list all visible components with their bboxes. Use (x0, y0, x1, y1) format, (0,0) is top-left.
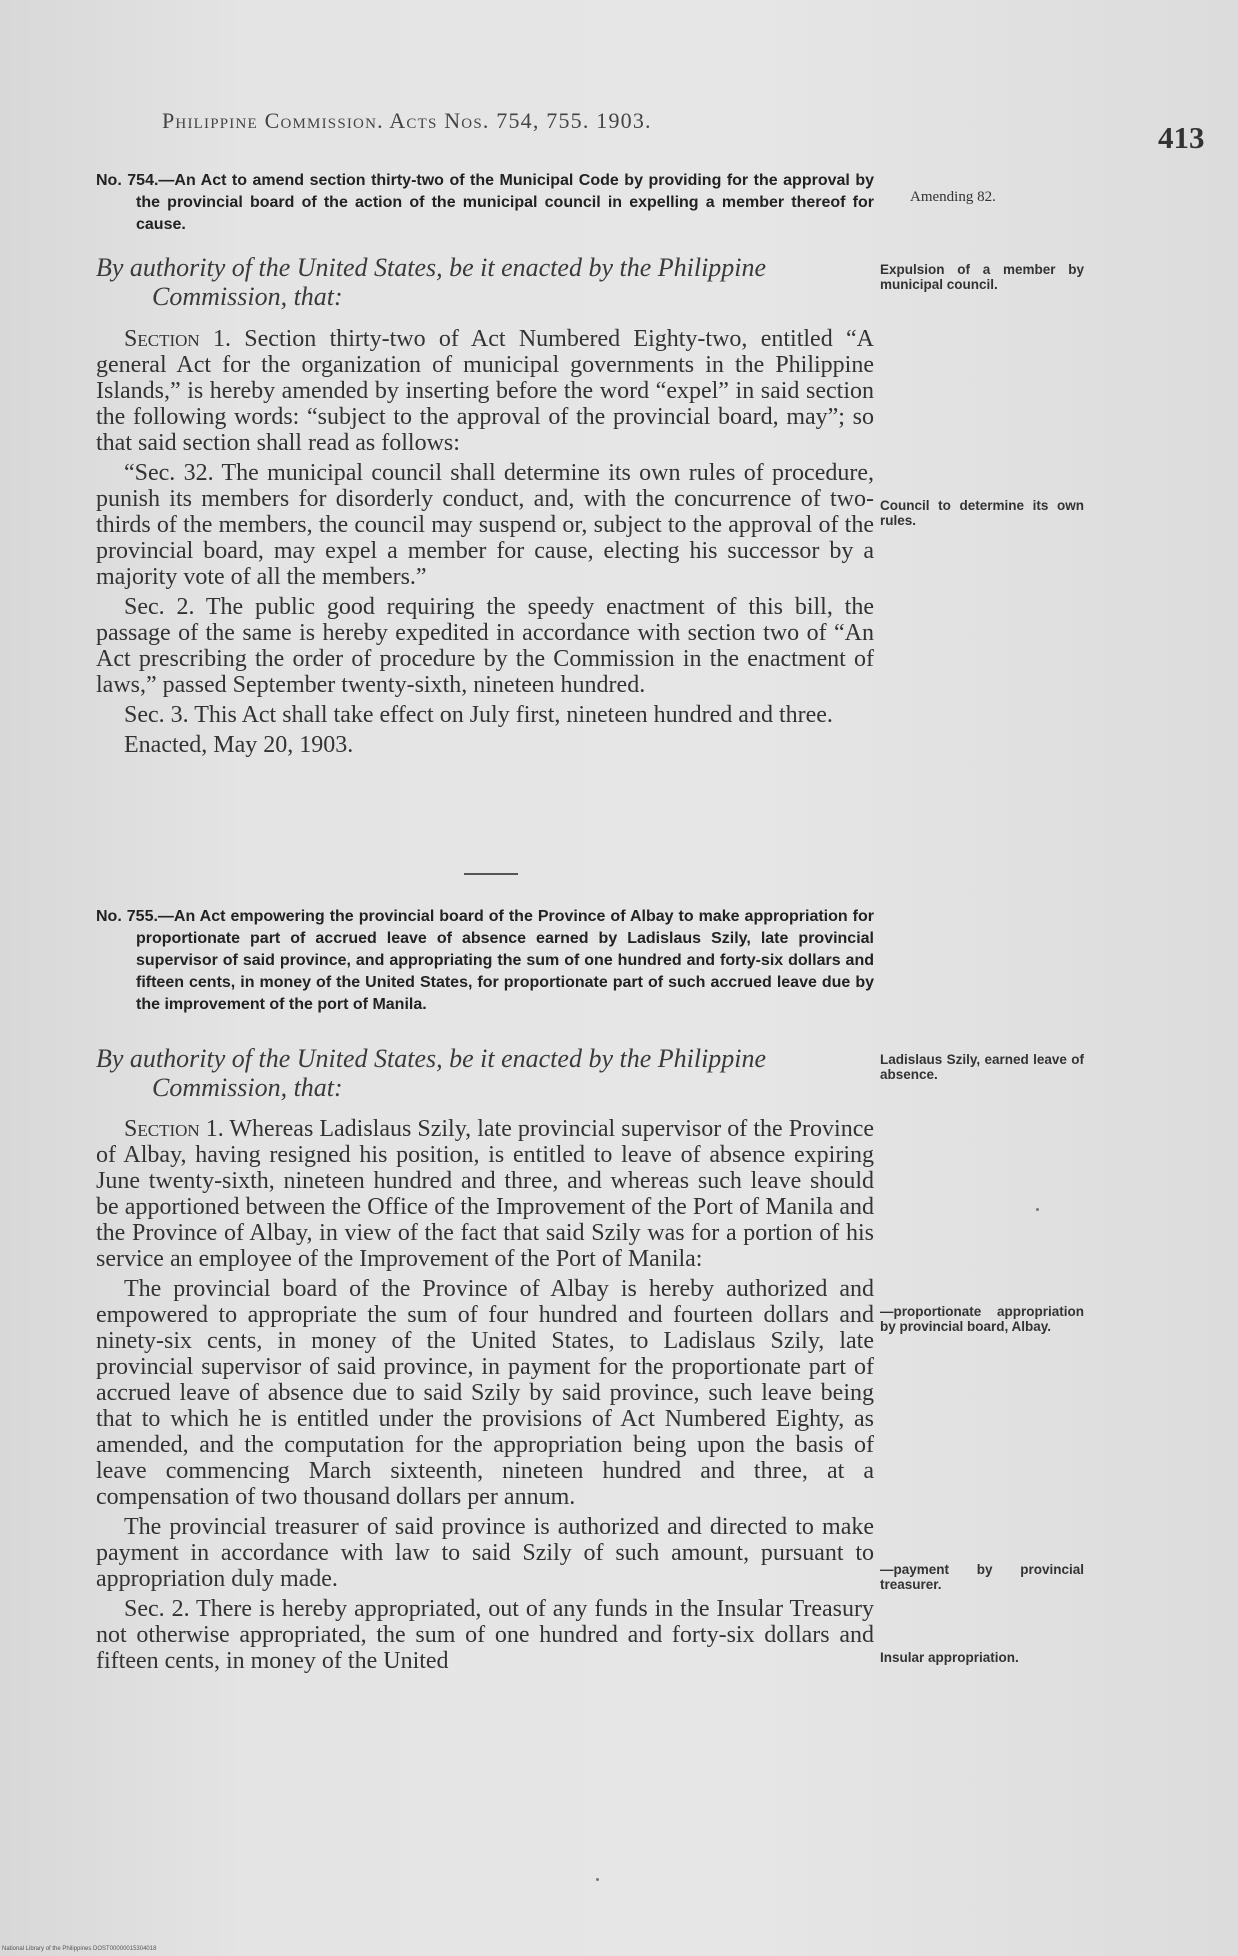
act-755-number: No. 755. (96, 908, 158, 925)
act-755-enacting-line2: Commission, that: (152, 1073, 343, 1102)
act-755-title-text: —An Act empowering the provincial board of the Province of Albay to make appropriation for proportionate part of accrued leave of absence earned by Ladislaus Szily, late provincial supervisor of said province, and appropriating the sum of one hundred and forty-six dollars and fifteen cents, in money of the United States, for proportionate part of such accrued leave due by the improvement of the port of Manila. (136, 908, 875, 1013)
page-number: 413 (1158, 120, 1205, 155)
act-754-section-32-quote: “Sec. 32. The municipal council shall determine its own rules of procedure, punish its members for disorderly conduct, and, with the concurrence of two-thirds of the members, the council may suspend or, subject to the approval of the provincial board, may expel a member for cause, electing his successor by a majority vote of all the members.” (96, 460, 874, 590)
margin-note-payment: —payment by provincial treasurer. (880, 1562, 1084, 1592)
act-754-section-1 (96, 326, 874, 456)
margin-note-expulsion: Expulsion of a member by municipal council. (880, 262, 1084, 292)
section-divider (464, 873, 518, 875)
scan-speck (1036, 1208, 1039, 1211)
act-755-enacting-clause (96, 1044, 874, 1102)
footer-archive-tag: National Library of the Philippines DOST00000015304018 (2, 1946, 157, 1952)
act-754-section-1-label: Section 1. (124, 326, 231, 352)
margin-note-proportionate: —proportionate appropriation by provincial board, Albay. (880, 1304, 1084, 1334)
act-755-title (96, 906, 874, 1016)
margin-note-amending: Amending 82. (910, 189, 996, 205)
act-754-section-3: Sec. 3. This Act shall take effect on July first, nineteen hundred and three. (124, 702, 833, 728)
act-754-title-text: —An Act to amend section thirty-two of the Municipal Code by providing for the approval by the provincial board of the action of the municipal council in expelling a member thereof for cause. (136, 172, 874, 233)
act-755-section-1 (96, 1116, 874, 1272)
act-755-section-1-label: Section 1. (124, 1116, 224, 1142)
act-754-section-1-text: Section thirty-two of Act Numbered Eighty-two, entitled “A general Act for the organization of municipal governments in the Philippine Islands,” is hereby amended by inserting before the word “expel” in said section the following words: “subject to the approval of the provincial board, may”; so that said section shall read as follows: (96, 326, 875, 456)
act-754-number: No. 754. (96, 172, 159, 189)
act-754-enacting-line2: Commission, that: (152, 282, 343, 311)
act-755-section-2: Sec. 2. There is hereby appropriated, out of any funds in the Insular Treasury not otherwise appropriated, the sum of one hundred and forty-six dollars and fifteen cents, in money of the United (96, 1596, 874, 1674)
act-754-enacting-line1: By authority of the United States, be it enacted by the Philippine (96, 253, 767, 282)
act-754-title (96, 170, 874, 236)
act-754-section-2: Sec. 2. The public good requiring the speedy enactment of this bill, the passage of the same is hereby expedited in accordance with section two of “An Act prescribing the order of procedure by the Commission in the enactment of laws,” passed September twenty-sixth, nineteen hundred. (96, 594, 874, 698)
act-755-paragraph-2: The provincial board of the Province of Albay is hereby authorized and empowered to appropriate the sum of four hundred and fourteen dollars and ninety-six cents, in money of the United States, to Ladislaus Szily, late provincial supervisor of said province, in payment for the proportionate part of accrued leave of absence due to said Szily by said province, such leave being that to which he is entitled under the provisions of Act Numbered Eighty, as amended, and the computation for the appropriation being upon the basis of leave commencing March sixteenth, nineteen hundred and three, at a compensation of two thousand dollars per annum. (96, 1276, 874, 1510)
act-755-enacting-line1: By authority of the United States, be it enacted by the Philippine (96, 1044, 767, 1073)
act-754-body (96, 326, 874, 758)
margin-note-szily-leave: Ladislaus Szily, earned leave of absence. (880, 1052, 1084, 1082)
scan-speck (596, 1878, 599, 1881)
act-754-enacted-date: Enacted, May 20, 1903. (124, 732, 354, 758)
margin-note-insular: Insular appropriation. (880, 1650, 1019, 1665)
act-755-paragraph-3: The provincial treasurer of said province is authorized and directed to make payment in accordance with law to said Szily of such amount, pursuant to appropriation duly made. (96, 1514, 874, 1592)
act-754-enacting-clause (96, 253, 874, 311)
act-755-body (96, 1116, 874, 1678)
margin-note-council-rules: Council to determine its own rules. (880, 498, 1084, 528)
running-head: Philippine Commission. Acts Nos. 754, 755. 1903. (162, 108, 652, 133)
act-755-section-1-text: Whereas Ladislaus Szily, late provincial supervisor of the Province of Albay, having resigned his position, is entitled to leave of absence expiring June twenty-sixth, nineteen hundred and three, and whereas such leave should be apportioned between the Office of the Improvement of the Port of Manila and the Province of Albay, in view of the fact that said Szily was for a portion of his service an employee of the Improvement of the Port of Manila: (96, 1116, 875, 1272)
